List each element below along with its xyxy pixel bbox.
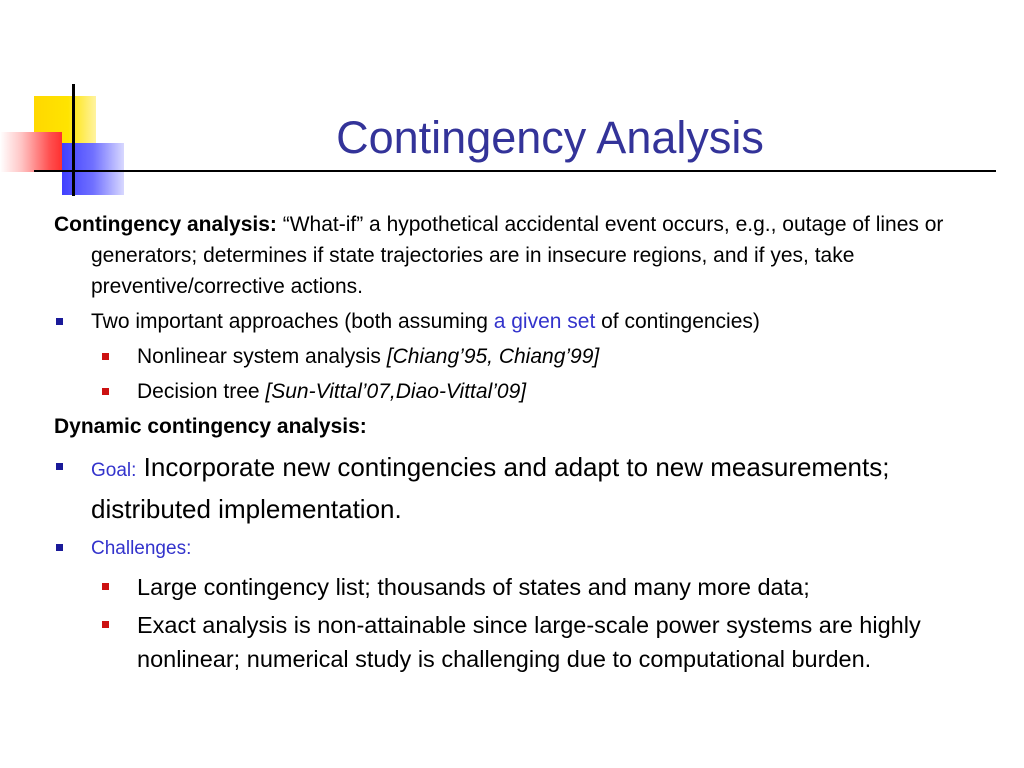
bullet-square-icon — [102, 353, 109, 360]
slide-body — [54, 209, 984, 676]
contingency-analysis-term: Contingency analysis: — [54, 213, 277, 236]
dynamic-contingency-term: Dynamic contingency analysis: — [54, 415, 367, 438]
logo-vertical-line — [72, 84, 75, 196]
title-divider-line — [34, 170, 996, 172]
exact-analysis-text: Exact analysis is non-attainable since large-scale power systems are highly nonlinear; numerical study is challenging due to computational burden. — [137, 612, 921, 672]
bullet-square-icon — [102, 583, 109, 590]
approaches-text-pre: Two important approaches (both assuming — [91, 310, 494, 333]
list-item-decision-tree — [54, 376, 984, 407]
nonlinear-analysis-ref: [Chiang’95, Chiang’99] — [386, 345, 600, 368]
nonlinear-analysis-text: Nonlinear system analysis — [137, 345, 387, 368]
list-item-goal — [54, 448, 984, 528]
logo-red-square — [0, 132, 62, 172]
dynamic-contingency-heading — [54, 411, 984, 442]
bullet-square-icon — [56, 463, 63, 470]
list-item-challenges — [54, 532, 984, 564]
approaches-highlight: a given set — [493, 310, 596, 333]
goal-text: Incorporate new contingencies and adapt to new measurements; distributed implementation. — [91, 452, 890, 524]
list-item-approaches — [54, 306, 984, 337]
bullet-square-icon — [102, 621, 109, 628]
large-contingency-text: Large contingency list; thousands of states and many more data; — [137, 574, 810, 600]
list-item-large-contingency — [54, 570, 984, 604]
bullet-square-icon — [56, 544, 63, 551]
approaches-text-post: of contingencies) — [595, 310, 760, 333]
goal-label: Goal: — [91, 460, 137, 481]
challenges-label: Challenges: — [91, 538, 192, 559]
decision-tree-ref: [Sun-Vittal’07,Diao-Vittal’09] — [265, 380, 527, 403]
slide-title: Contingency Analysis — [336, 112, 764, 163]
list-item-nonlinear-analysis — [54, 341, 984, 372]
contingency-analysis-paragraph — [54, 209, 984, 302]
decision-tree-text: Decision tree — [137, 380, 266, 403]
list-item-exact-analysis — [54, 608, 984, 676]
bullet-square-icon — [56, 318, 63, 325]
contingency-analysis-definition: “What-if” a hypothetical accidental event occurs, e.g., outage of lines or generators; determines if state trajectories are in insecure regions, and if yes, take preventive/corrective actions. — [91, 213, 944, 298]
bullet-square-icon — [102, 388, 109, 395]
